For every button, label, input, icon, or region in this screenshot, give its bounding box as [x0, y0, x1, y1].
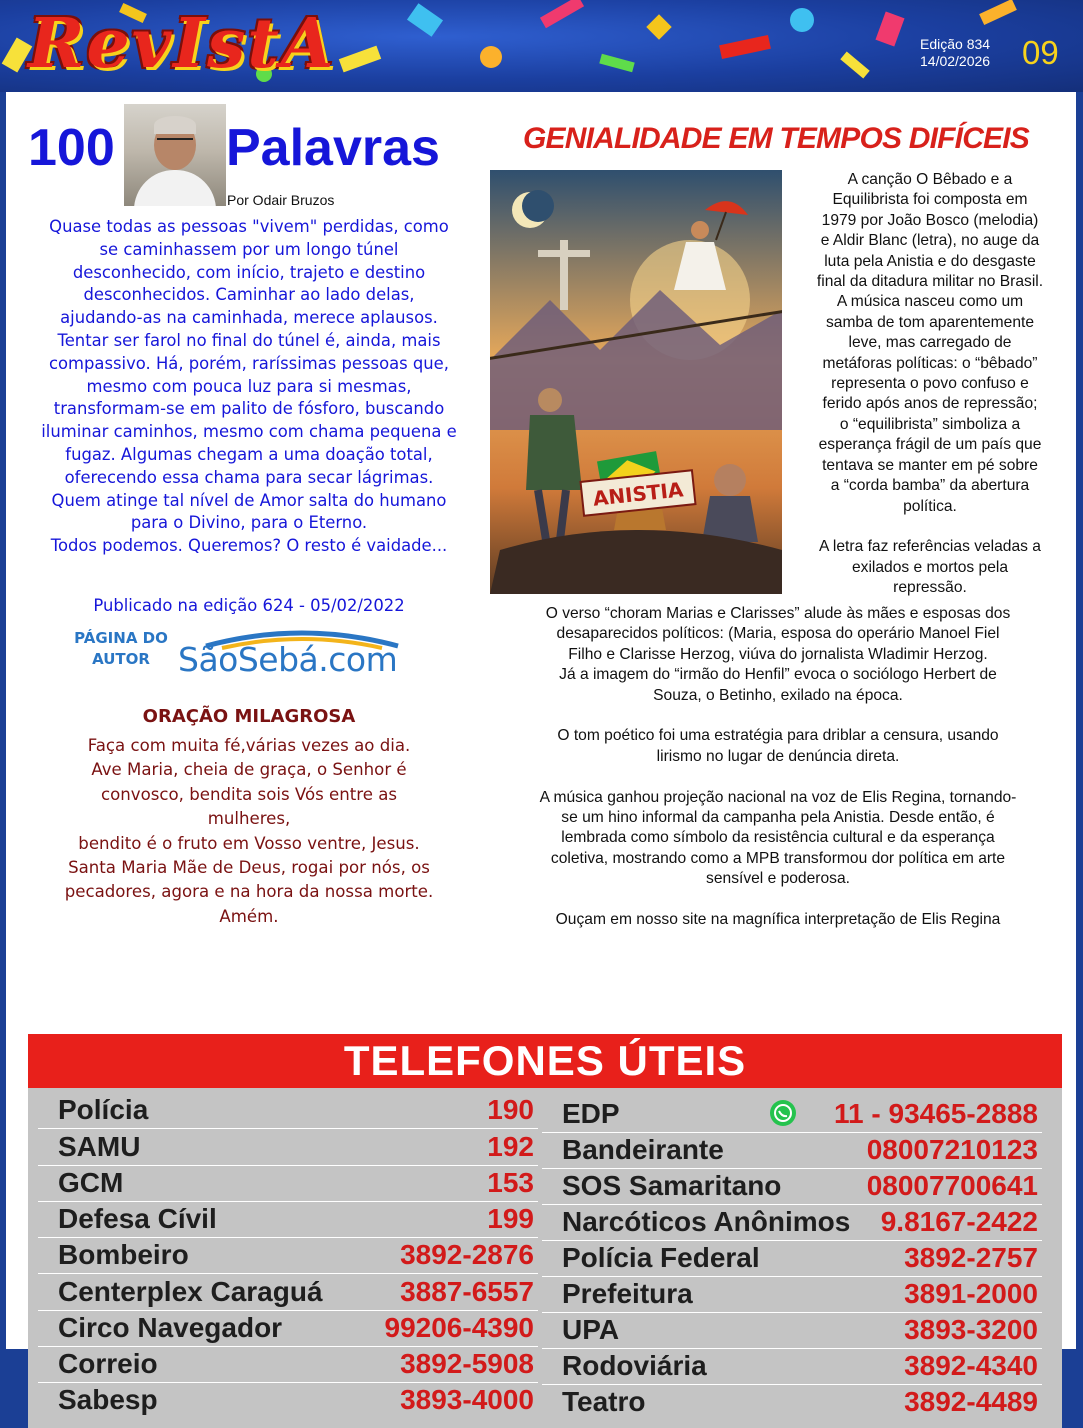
phone-row — [542, 1168, 1042, 1205]
prayer-line: pecadores, agora e na hora da nossa morte. — [64, 882, 434, 902]
article-line: A letra faz referências veladas a — [819, 538, 1041, 556]
whatsapp-icon — [770, 1100, 796, 1126]
column-line: Quem atinge tal nível de Amor salta do humano — [51, 490, 447, 510]
prayer-line: bendito é o fruto em Vosso ventre, Jesus. — [78, 833, 420, 853]
masthead — [0, 0, 1083, 92]
article-line: 1979 por João Bosco (melodia) — [821, 211, 1039, 229]
phone-row — [542, 1276, 1042, 1313]
column-line: compassivo. Há, porém, raríssimas pessoas que, — [49, 353, 449, 373]
column-line: transformam-se em palito de fósforo, buscando — [53, 399, 445, 419]
illustration-banner-text: ANISTIA — [591, 477, 685, 511]
article-line: ferido após anos de repressão; — [822, 395, 1038, 413]
phone-number[interactable]: 3892-5908 — [400, 1348, 534, 1379]
phone-row — [38, 1129, 538, 1166]
phone-name: UPA — [562, 1314, 620, 1345]
phone-row — [542, 1384, 1042, 1420]
column-body — [28, 216, 470, 558]
phone-number[interactable]: 3893-4000 — [400, 1384, 534, 1415]
article-line: A canção O Bêbado e a — [847, 171, 1013, 188]
phone-number[interactable]: 08007700641 — [866, 1170, 1038, 1201]
phone-number[interactable]: 3887-6557 — [400, 1276, 534, 1307]
site-logo-link[interactable]: SãoSebá.com — [178, 640, 398, 679]
publication-note: Publicado na edição 624 - 05/02/2022 — [93, 596, 405, 615]
phone-name: Prefeitura — [562, 1278, 693, 1309]
phone-name: SOS Samaritano — [562, 1170, 782, 1201]
column-line: desconhecidos. Caminhar ao lado delas, — [83, 285, 415, 305]
article-line: samba de tom aparentemente — [825, 313, 1035, 331]
phone-name: GCM — [58, 1167, 124, 1198]
article-illustration — [490, 170, 782, 594]
author-photo — [124, 104, 226, 206]
article-line: O tom poético foi uma estratégia para driblar a censura, usando — [557, 727, 999, 745]
article-line: O verso “choram Marias e Clarisses” alude às mães e esposas dos — [545, 605, 1011, 622]
phone-name: Circo Navegador — [58, 1312, 283, 1343]
article-line: sensível e poderosa. — [706, 870, 850, 888]
prayer-line: mulheres, — [207, 809, 291, 829]
article-line: tentava se manter em pé sobre — [822, 456, 1038, 474]
article-line: política. — [903, 497, 957, 515]
content-panel — [6, 92, 1076, 1417]
article-line: se um hino informal da campanha pela Anistia. Desde então, é — [561, 809, 995, 827]
phone-number[interactable]: 99206-4390 — [384, 1312, 534, 1343]
confetti — [540, 0, 584, 28]
column-line: mesmo com pouca luz para si mesmas, — [86, 376, 412, 396]
prayer-line: Santa Maria Mãe de Deus, rogai por nós, os — [68, 858, 430, 878]
article-line: final da ditadura militar no Brasil. — [816, 273, 1044, 291]
magazine-logo: RevIstA — [28, 4, 336, 84]
phone-number[interactable]: 08007210123 — [866, 1134, 1038, 1165]
prayer-line: Amém. — [219, 906, 279, 926]
column-line: Quase todas as pessoas "vivem" perdidas, como — [49, 217, 449, 236]
phone-name: Correio — [58, 1348, 158, 1379]
article-line: lembrada como símbolo da resistência cultural e da esperança — [561, 829, 995, 847]
article-line: esperança frágil de um país que — [818, 436, 1042, 454]
prayer-body — [28, 734, 470, 929]
confetti — [790, 8, 814, 32]
phone-name: EDP — [562, 1098, 620, 1129]
phone-row — [542, 1096, 1042, 1133]
article-main-text — [488, 604, 1068, 930]
author-page-link[interactable]: PÁGINA DO AUTOR — [74, 629, 168, 668]
phone-number[interactable]: 199 — [487, 1203, 534, 1234]
phone-name: Sabesp — [58, 1384, 158, 1415]
phone-row — [38, 1092, 538, 1129]
phone-number[interactable]: 3891-2000 — [904, 1278, 1038, 1309]
article-line: Filho e Clarisse Herzog, viúva do jornalista Wladimir Herzog. — [568, 645, 988, 663]
page-number: 09 — [1022, 34, 1059, 71]
confetti — [979, 0, 1017, 25]
phone-number[interactable]: 11 - 93465-2888 — [834, 1098, 1038, 1129]
phone-row — [38, 1346, 538, 1383]
phone-number[interactable]: 3892-4340 — [904, 1350, 1038, 1381]
confetti — [480, 46, 502, 68]
phone-name: Defesa Cívil — [58, 1203, 217, 1234]
phone-row — [542, 1204, 1042, 1241]
article-line: leve, mas carregado de — [848, 334, 1012, 352]
column-line: desconhecido, com início, trajeto e destino — [72, 262, 426, 282]
column-line: Tentar ser farol no final do túnel é, ainda, mais — [57, 330, 441, 350]
phone-number[interactable]: 3892-4489 — [904, 1386, 1038, 1417]
column-line: para o Divino, para o Eterno. — [130, 513, 368, 533]
article-line: representa o povo confuso e — [831, 375, 1029, 393]
confetti — [339, 46, 381, 73]
article-line: desaparecidos políticos: (Maria, esposa do operário Manoel Fiel — [556, 625, 1000, 643]
article-line: lirismo no lugar de denúncia direta. — [656, 747, 900, 765]
phone-name: Narcóticos Anônimos — [562, 1206, 851, 1237]
phone-name: Bandeirante — [562, 1134, 724, 1165]
phone-name: SAMU — [58, 1131, 141, 1162]
phone-row — [38, 1165, 538, 1202]
confetti — [407, 3, 443, 37]
article-line: A música ganhou projeção nacional na voz de Elis Regina, tornando- — [539, 788, 1017, 806]
phone-row — [38, 1201, 538, 1238]
column-title-word: Palavras — [226, 119, 440, 177]
phone-row — [542, 1312, 1042, 1349]
confetti — [840, 52, 869, 79]
phone-number[interactable]: 3892-2876 — [400, 1239, 534, 1270]
article-line: luta pela Anistia e do desgaste — [824, 252, 1036, 270]
column-line: ajudando-as na caminhada, merece aplausos. — [60, 308, 438, 328]
prayer-title: ORAÇÃO MILAGROSA — [142, 706, 356, 727]
prayer-line: Faça com muita fé,várias vezes ao dia. — [87, 736, 411, 755]
phone-number[interactable]: 9.8167-2422 — [880, 1206, 1038, 1237]
article-line: metáforas políticas: o “bêbado” — [822, 354, 1038, 372]
column-line: Todos podemos. Queremos? O resto é vaidade... — [50, 536, 448, 556]
article-line: coletiva, mostrando como a MPB transformou dor política em arte — [550, 849, 1006, 867]
phone-row — [542, 1132, 1042, 1169]
article-line: exilados e mortos pela — [851, 558, 1009, 576]
article-line: repressão. — [893, 579, 967, 597]
column-title-number: 100 — [28, 119, 115, 177]
article-line: e Aldir Blanc (letra), no auge da — [820, 232, 1040, 250]
edition-date: 14/02/2026 — [920, 53, 991, 69]
article-line: Ouçam em nosso site na magnífica interpretação de Elis Regina — [555, 911, 1001, 929]
article-line: o “equilibrista” simboliza a — [839, 415, 1021, 433]
phone-name: Teatro — [562, 1386, 646, 1417]
phone-name: Polícia Federal — [562, 1242, 760, 1273]
article-line: A música nasceu como um — [836, 293, 1024, 311]
confetti — [875, 11, 904, 46]
phone-number[interactable]: 153 — [487, 1167, 534, 1198]
phone-row — [38, 1274, 538, 1311]
phone-row — [542, 1348, 1042, 1385]
article-line: Já a imagem do “irmão do Henfil” evoca o sociólogo Herbert de — [559, 666, 997, 684]
column-line: iluminar caminhos, mesmo com chama pequena e — [41, 422, 457, 442]
column-line: se caminhassem por um longo túnel — [99, 239, 399, 259]
article-line: Souza, o Betinho, exilado na época. — [653, 686, 903, 704]
phone-number[interactable]: 192 — [487, 1131, 534, 1162]
phone-row — [542, 1240, 1042, 1277]
edition-info — [920, 36, 1020, 70]
phone-name: Rodoviária — [562, 1350, 707, 1381]
article-headline: GENIALIDADE EM TEMPOS DIFÍCEIS — [522, 122, 1030, 155]
confetti — [646, 14, 671, 39]
column-byline: Por Odair Bruzos — [227, 192, 335, 208]
confetti — [599, 54, 634, 72]
article-line: Equilibrista foi composta em — [832, 191, 1028, 209]
confetti — [719, 35, 771, 59]
article-side-text — [794, 170, 1066, 599]
phone-name: Bombeiro — [58, 1239, 189, 1270]
phone-row — [38, 1237, 538, 1274]
column-line: fugaz. Algumas chegam a uma doação total, — [65, 444, 433, 464]
phone-row — [38, 1310, 538, 1347]
phone-number[interactable]: 3892-2757 — [904, 1242, 1038, 1273]
phone-directory-title: TELEFONES ÚTEIS — [28, 1034, 1062, 1088]
prayer-line: convosco, bendita sois Vós entre as — [100, 784, 398, 804]
phone-name: Centerplex Caraguá — [58, 1276, 323, 1307]
article-line: a “corda bamba” da abertura — [830, 477, 1030, 495]
edition-number: Edição 834 — [920, 36, 991, 52]
phone-number[interactable]: 3893-3200 — [904, 1314, 1038, 1345]
prayer-line: Ave Maria, cheia de graça, o Senhor é — [91, 760, 407, 780]
phone-number[interactable]: 190 — [487, 1094, 534, 1125]
column-line: oferecendo essa chama para secar lágrimas. — [64, 467, 434, 487]
phone-row — [38, 1382, 538, 1418]
phone-name: Polícia — [58, 1094, 149, 1125]
